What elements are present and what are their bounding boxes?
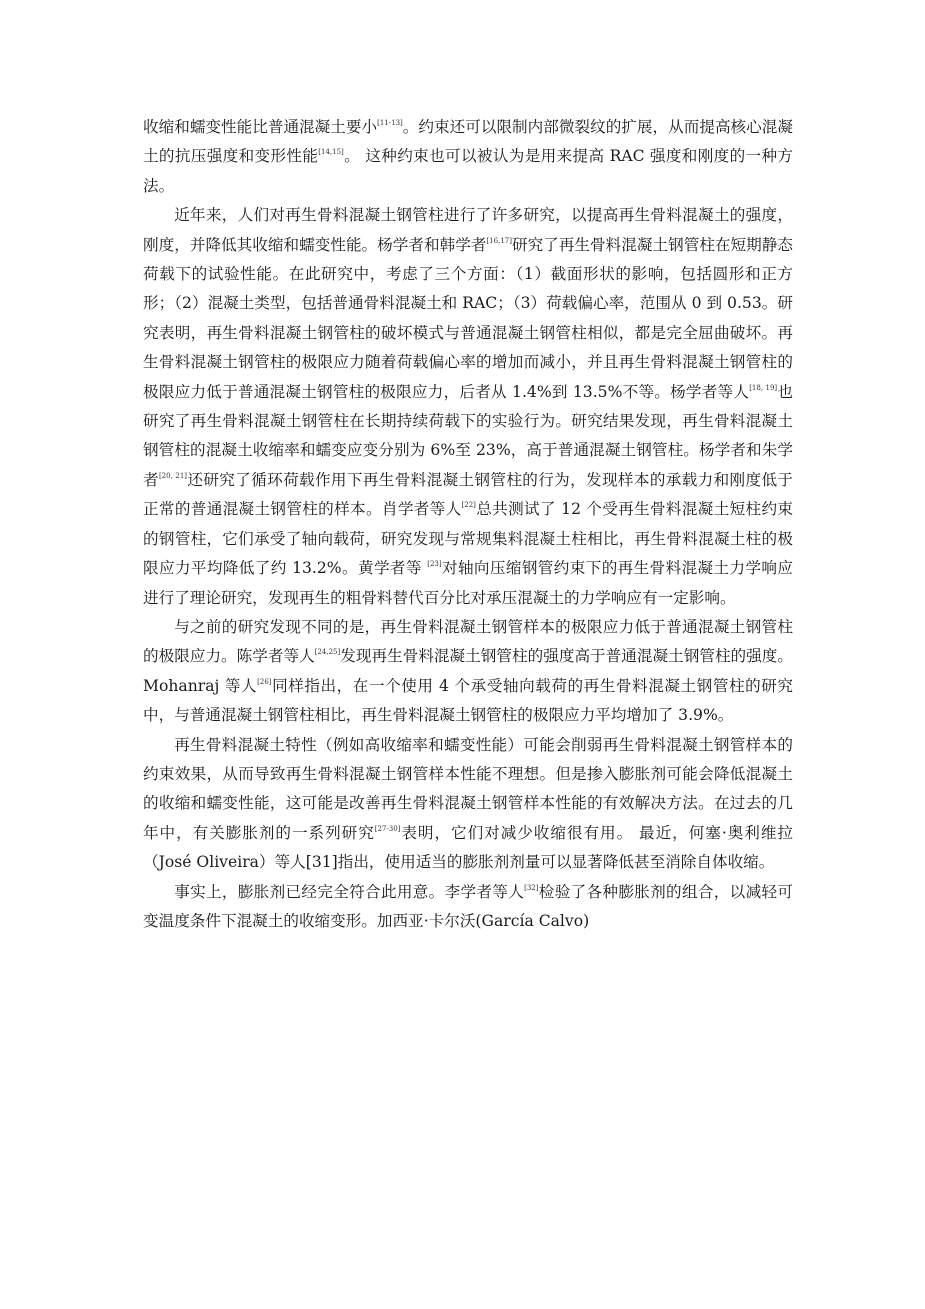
paragraph: [143, 113, 793, 201]
text-run: 与之前的研究发现不同的是，再生骨料混凝土钢管样本的极限应力低于普通混凝土钢管柱的极限应力。陈学者等人: [143, 617, 793, 666]
paragraph: [143, 613, 793, 731]
citation-ref: [22]: [461, 501, 476, 510]
text-run: 近年来，人们对再生骨料混凝土钢管柱进行了许多研究，以提高再生骨料混凝土的强度，刚度，并降低其收缩和蠕变性能。杨学者和韩学者: [143, 206, 793, 254]
text-run: 检验了各种膨胀剂的组合，以减轻可变温度条件下混凝土的收缩变形。加西亚·卡尔沃(García Calvo): [143, 882, 793, 930]
paragraph: [143, 878, 793, 937]
text-run: 发现再生骨料混凝土钢管柱的强度高于普通混凝土钢管柱的强度。 Mohanraj 等人: [143, 647, 793, 695]
text-run: 表明，它们对减少收缩很有用。 最近，何塞·奥利维拉（José Oliveira）等人[31]指出，使用适当的膨胀剂剂量可以显著降低甚至消除自体收缩。: [143, 823, 793, 872]
text-run: 。约束还可以限制内部微裂纹的扩展，从而提高核心混凝土的抗压强度和变形性能: [143, 118, 793, 166]
citation-ref: [11-13]: [377, 119, 403, 127]
text-run: 。 这种约束也可以被认为是用来提高 RAC 强度和刚度的一种方法。: [143, 147, 793, 195]
body-text: [143, 113, 793, 936]
citation-ref: [23]: [427, 560, 442, 569]
text-run: 事实上，膨胀剂已经完全符合此用意。李学者等人: [174, 882, 525, 901]
citation-ref: [16,17]: [486, 236, 512, 245]
citation-ref: [24,25]: [314, 648, 341, 657]
paragraph: [143, 201, 793, 613]
paragraph: [143, 731, 793, 878]
citation-ref: [14,15]: [318, 148, 344, 157]
text-run: 还研究了循环荷载作用下再生骨料混凝土钢管柱的行为，发现样本的承载力和刚度低于正常的普通混凝土钢管柱的样本。肖学者等人: [143, 470, 793, 519]
text-run: 对轴向压缩钢管约束下的再生骨料混凝土力学响应进行了理论研究，发现再生的粗骨料替代百分比对承压混凝土的力学响应有一定影响。: [143, 559, 793, 607]
text-run: 同样指出，在一个使用 4 个承受轴向载荷的再生骨料混凝土钢管柱的研究中，与普通混凝土钢管柱相比，再生骨料混凝土钢管柱的极限应力平均增加了 3.9%。: [143, 676, 794, 725]
citation-ref: [18, 19]: [749, 383, 778, 392]
text-run: 研究了再生骨料混凝土钢管柱在短期静态荷载下的试验性能。在此研究中，考虑了三个方面：（1）截面形状的影响，包括圆形和正方形；（2）混凝土类型，包括普通骨料混凝土和 RAC；（3）荷载偏心率，范围从 0 到 0.53。研究表明，再生骨料混凝土钢管柱的破坏模式与普通混凝土钢管柱相似，都是完全屈曲破坏。再生骨料混凝土钢管柱的极限应力随着荷载偏心率的增加而减小，并且再生骨料混凝土钢管柱的极限应力低于普通混凝土钢管柱的极限应力，后者从 1.4%到 13.5%不等。杨学者等人: [143, 235, 793, 401]
text-run: 总共测试了 12 个受再生骨料混凝土短柱约束的钢管柱，它们承受了轴向载荷，研究发现与常规集料混凝土柱相比，再生骨料混凝土柱的极限应力平均降低了约 13.2%。黄学者等: [143, 500, 793, 578]
text-run: 也研究了再生骨料混凝土钢管柱在长期持续荷载下的实验行为。研究结果发现，再生骨料混凝土钢管柱的混凝土收缩率和蠕变应变分别为 6%至 23%，高于普通混凝土钢管柱。杨学者和朱学者: [143, 382, 793, 489]
citation-ref: [26]: [257, 677, 272, 686]
citation-ref: [32]: [524, 883, 539, 892]
citation-ref: [20, 21]: [158, 471, 188, 480]
text-run: 收缩和蠕变性能比普通混凝土要小: [143, 118, 378, 136]
citation-ref: [27-30]: [374, 824, 401, 833]
text-run: 再生骨料混凝土特性（例如高收缩率和蠕变性能）可能会削弱再生骨料混凝土钢管样本的约束效果，从而导致再生骨料混凝土钢管样本性能不理想。但是掺入膨胀剂可能会降低混凝土的收缩和蠕变性能，这可能是改善再生骨料混凝土钢管样本性能的有效解决方法。在过去的几年中，有关膨胀剂的一系列研究: [143, 735, 793, 842]
